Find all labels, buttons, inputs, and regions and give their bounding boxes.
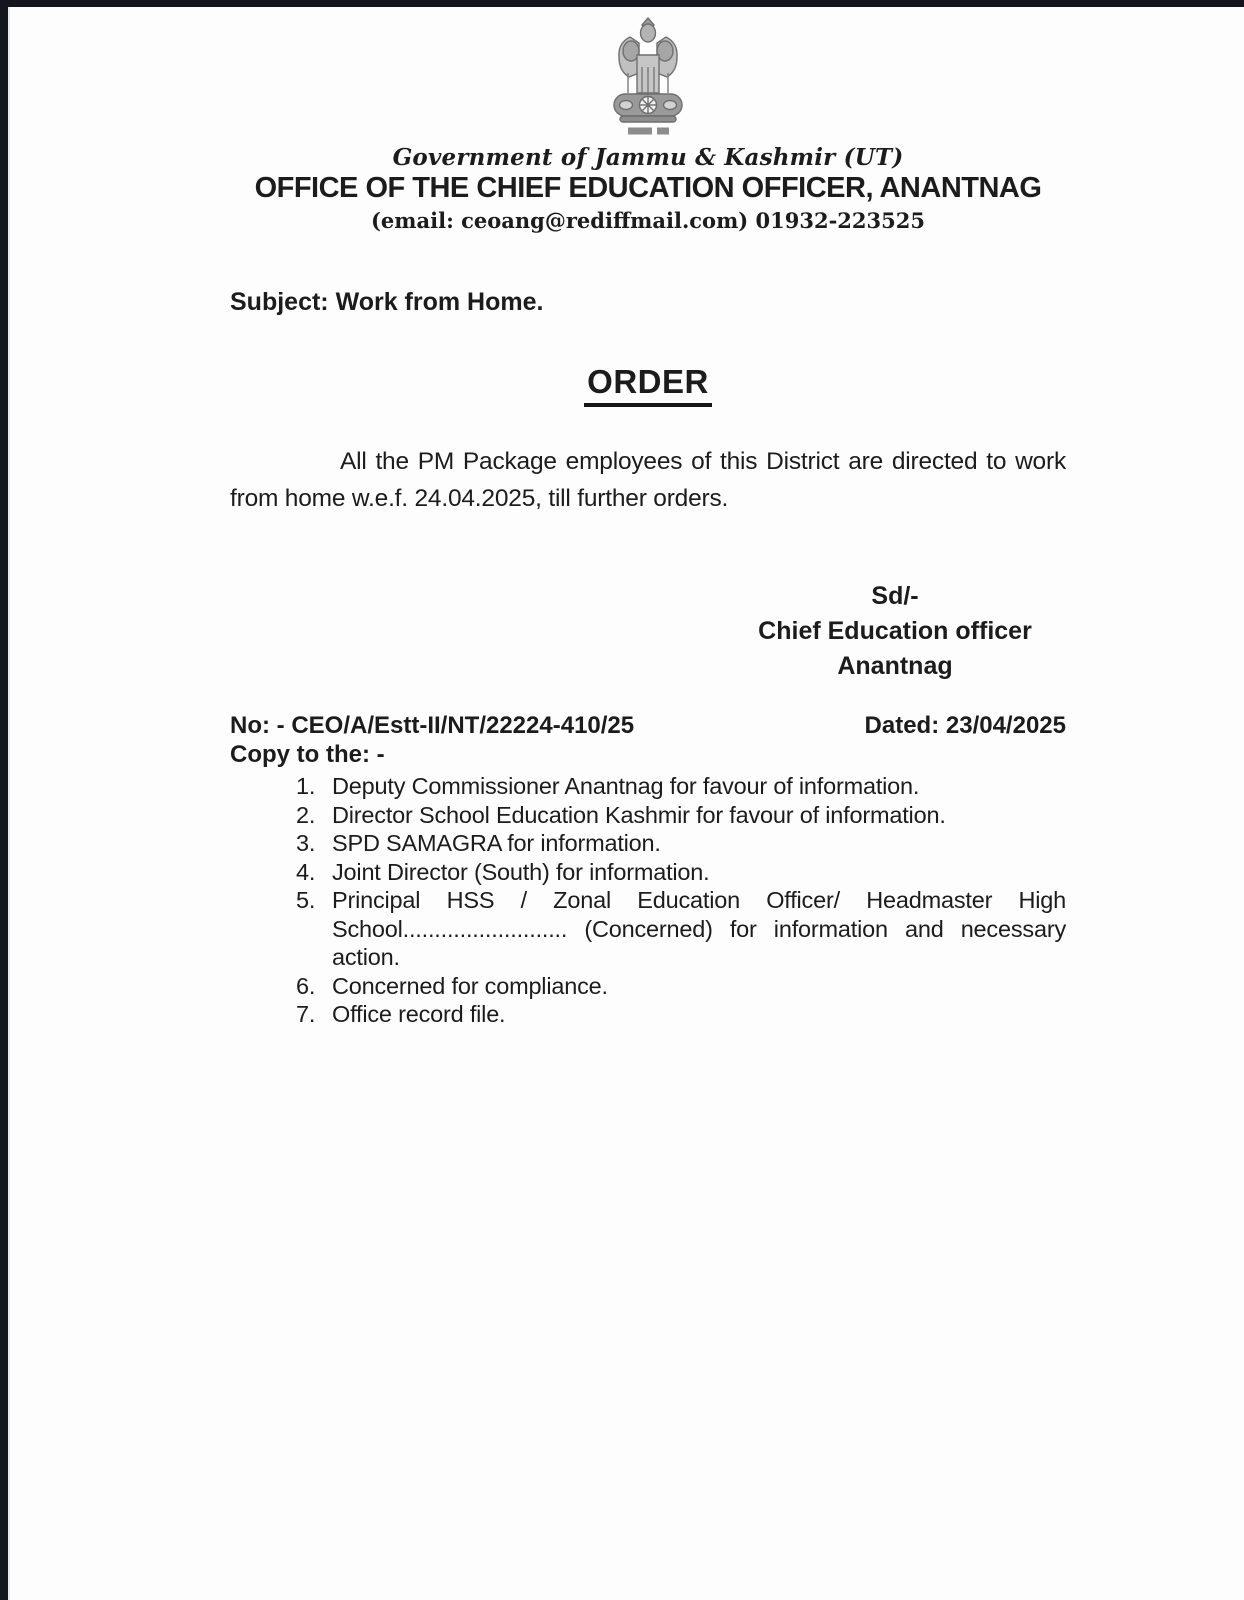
order-heading-text: ORDER bbox=[584, 363, 712, 407]
copy-item-number: 2. bbox=[296, 801, 316, 828]
reference-number: No: - CEO/A/Estt-II/NT/22224-410/25 bbox=[230, 712, 635, 739]
contact-line: (email: ceoang@rediffmail.com) 01932-223525 bbox=[371, 208, 925, 233]
signatory-location: Anantnag bbox=[837, 652, 953, 680]
scan-edge-left bbox=[0, 0, 10, 1600]
copy-list-item bbox=[296, 886, 1066, 972]
copy-item-number: 4. bbox=[296, 858, 316, 885]
government-line: Government of Jammu & Kashmir (UT) bbox=[392, 144, 904, 171]
copy-list-item bbox=[296, 1000, 1066, 1029]
copy-list-item bbox=[296, 772, 1066, 801]
copy-list-item bbox=[296, 858, 1066, 887]
copy-item-text: Office record file. bbox=[332, 1001, 506, 1027]
copy-item-text: Joint Director (South) for information. bbox=[332, 858, 710, 885]
office-title: OFFICE OF THE CHIEF EDUCATION OFFICER, ANANTNAG bbox=[254, 172, 1042, 204]
copy-to-heading: Copy to the: - bbox=[230, 741, 385, 768]
copy-item-number: 7. bbox=[296, 1001, 316, 1027]
order-heading bbox=[230, 363, 1066, 407]
copy-item-number: 6. bbox=[296, 972, 316, 999]
copy-item-text: Principal HSS / Zonal Education Officer/ Headmaster High School.......................... (Concerned) for information and necessary action. bbox=[332, 887, 1066, 970]
copy-item-number: 1. bbox=[296, 773, 316, 799]
copy-list-item bbox=[296, 801, 1066, 830]
subject-line: Subject: Work from Home. bbox=[230, 288, 544, 316]
copy-item-text: Director School Education Kashmir for favour of information. bbox=[332, 801, 946, 828]
document-page bbox=[230, 7, 1066, 1029]
copy-item-text: SPD SAMAGRA for information. bbox=[332, 830, 661, 856]
india-national-emblem-icon bbox=[230, 15, 1066, 139]
copy-item-number: 3. bbox=[296, 830, 316, 856]
signature-block bbox=[740, 579, 1050, 684]
copy-item-number: 5. bbox=[296, 887, 316, 913]
copy-list-item bbox=[296, 972, 1066, 1001]
reference-row bbox=[230, 712, 1066, 739]
reference-date: Dated: 23/04/2025 bbox=[864, 712, 1066, 739]
scan-edge-top bbox=[0, 0, 1244, 7]
copy-item-text: Concerned for compliance. bbox=[332, 972, 608, 999]
signatory-designation: Chief Education officer bbox=[758, 617, 1032, 645]
copy-list-item bbox=[296, 829, 1066, 858]
copy-item-text: Deputy Commissioner Anantnag for favour of information. bbox=[332, 773, 920, 799]
letterhead bbox=[230, 15, 1066, 233]
sd-line: Sd/- bbox=[871, 582, 919, 610]
order-body-paragraph: All the PM Package employees of this District are directed to work from home w.e.f. 24.04.2025, till further orders. bbox=[230, 448, 1066, 512]
copy-to-list bbox=[296, 772, 1066, 1029]
